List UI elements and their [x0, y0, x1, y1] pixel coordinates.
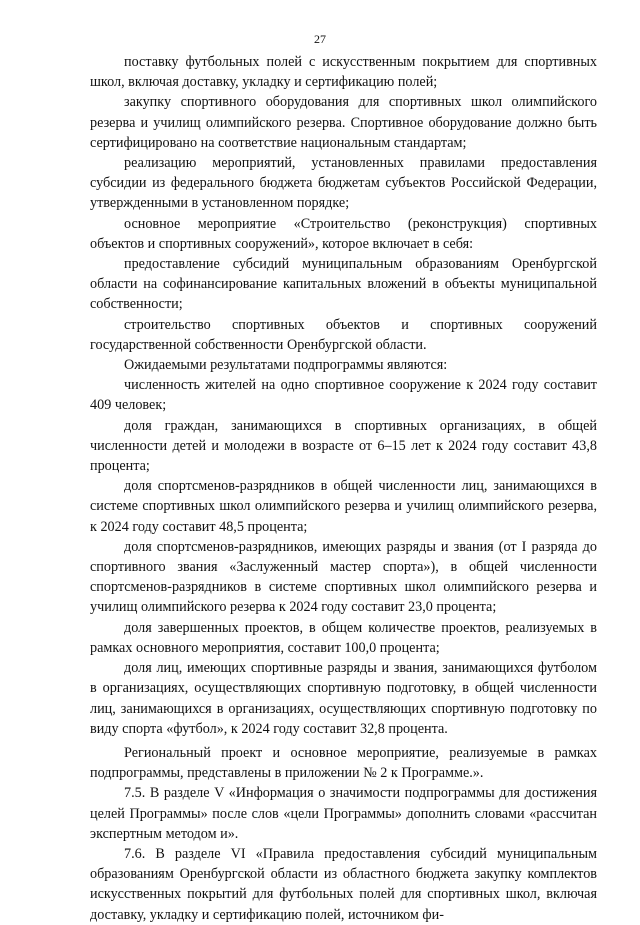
paragraph: 7.6. В разделе VI «Правила предоставления субсидий муниципальным образованиям Оренбургской области из областного бюджета закупку комплектов искусственных покрытий для футбольных полей для спортивных школ, включая доставку, укладку и сертификацию полей, источником фи- — [90, 845, 597, 923]
paragraph: доля граждан, занимающихся в спортивных организациях, в общей численности детей и молодежи в возрасте от 6–15 лет к 2024 году составит 43,8 процента; — [90, 417, 597, 475]
paragraph: численность жителей на одно спортивное сооружение к 2024 году составит 409 человек; — [90, 377, 597, 414]
paragraph: поставку футбольных полей с искусственным покрытием для спортивных школ, включая доставку, укладку и сертификацию полей; — [90, 54, 597, 91]
paragraph: предоставление субсидий муниципальным образованиям Оренбургской области на софинансирование капитальных вложений в объекты муниципальной собственности; — [90, 256, 597, 313]
page-number: 27 — [314, 32, 326, 46]
paragraph: строительство спортивных объектов и спортивных сооружений государственной собственности Оренбургской области. — [90, 316, 597, 353]
paragraph: доля спортсменов-разрядников, имеющих разряды и звания (от I разряда до спортивного звания «Заслуженный мастер спорта»), в общей численности спортсменов-разрядников в системе спортивных школ олимпийского резерва и училищ олимпийского резерва к 2024 году составит 23,0 процента; — [90, 538, 597, 616]
paragraph: доля завершенных проектов, в общем количестве проектов, реализуемых в рамках основного мероприятия, составит 100,0 процента; — [90, 619, 597, 656]
paragraph: Региональный проект и основное мероприятие, реализуемые в рамках подпрограммы, представлены в приложении № 2 к Программе.». — [90, 744, 597, 782]
paragraph: доля лиц, имеющих спортивные разряды и звания, занимающихся футболом в организациях, осуществляющих спортивную подготовку, в общей численности лиц, занимающихся в организациях, осуществляющих спортивную подготовку по виду спорта «футбол», к 2024 году составит 32,8 процента. — [90, 660, 597, 737]
paragraph: закупку спортивного оборудования для спортивных школ олимпийского резерва и училищ олимпийского резерва. Спортивное оборудование должно быть сертифицировано на соответствие национальным стандартам; — [90, 94, 597, 151]
paragraph: 7.5. В разделе V «Информация о значимости подпрограммы для достижения целей Программы» после слов «цели Программы» дополнить словами «рассчитан экспертным методом и». — [90, 785, 597, 842]
paragraph: основное мероприятие «Строительство (реконструкция) спортивных объектов и спортивных сооружений», которое включает в себя: — [90, 215, 597, 252]
paragraph: доля спортсменов-разрядников в общей численности лиц, занимающихся в системе спортивных школ олимпийского резерва и училищ олимпийского резерва, к 2024 году составит 48,5 процента; — [90, 478, 597, 535]
document-body — [90, 52, 597, 925]
paragraph: реализацию мероприятий, установленных правилами предоставления субсидии из федерального бюджета бюджетам субъектов Российской Федерации, утвержденными в установленном порядке; — [90, 155, 597, 212]
paragraph: Ожидаемыми результатами подпрограммы являются: — [124, 357, 448, 374]
